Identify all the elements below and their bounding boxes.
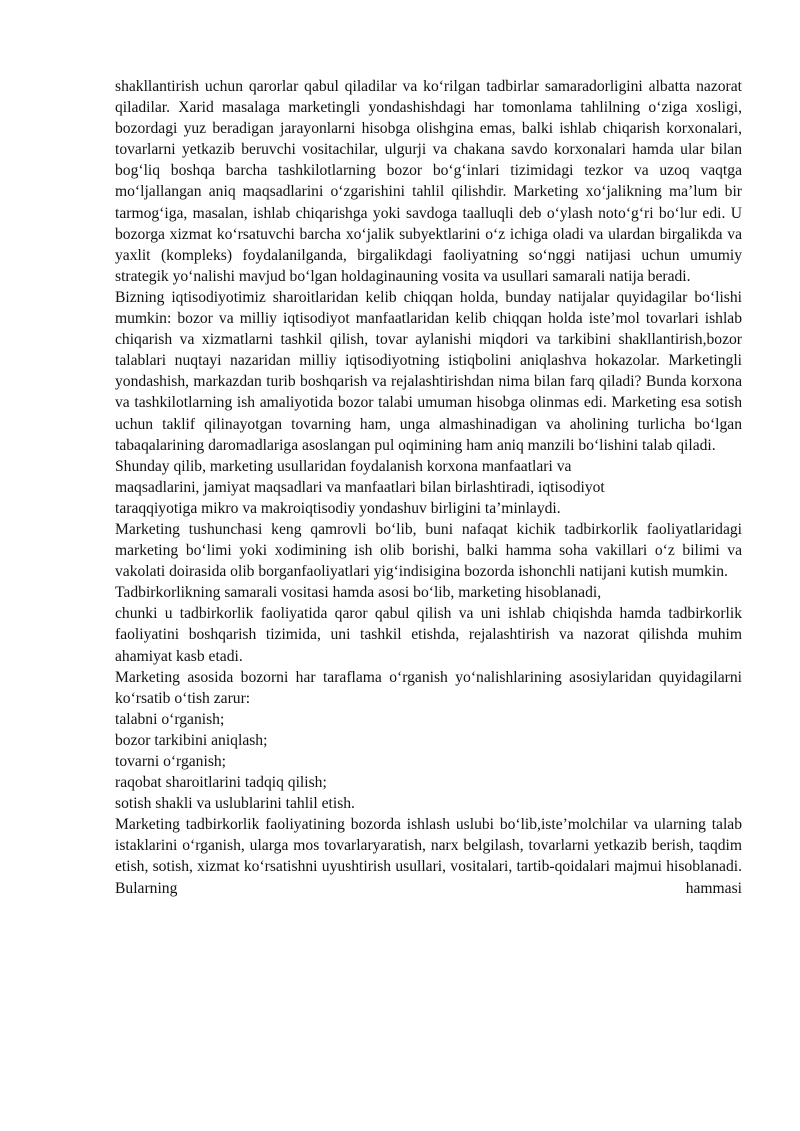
paragraph-3-line-3: taraqqiyotiga mikro va makroiqtisodiy yondashuv birligini ta’minlaydi. — [115, 499, 561, 517]
paragraph-3-line-2: maqsadlarini, jamiyat maqsadlari va manfaatlari bilan birlashtiradi, iqtisodiyot — [115, 478, 605, 496]
list-item-product: tovarni o‘rganish; — [115, 753, 227, 770]
document-body — [115, 76, 742, 899]
list-item-sales-forms: sotish shakli va uslublarini tahlil etish. — [115, 795, 355, 813]
list-item-competition: raqobat sharoitlarini tadqiq qilish; — [115, 774, 327, 792]
paragraph-5-line-1: Tadbirkorlikning samarali vositasi hamda asosi bo‘lib, marketing hisoblanadi, — [115, 584, 602, 602]
paragraph-2: Bizning iqtisodiyotimiz sharoitlaridan kelib chiqqan holda, bunday natijalar quyidagilar bo‘lishi mumkin: bozor va milliy iqtisodiyot manfaatlaridan kelib chiqqan holda iste’mol tovarlari ishlab chiqarish va xizmatlarni tashkil qilish, tovar aylanishi miqdori va tarkibini shakllantirish,bozor talablari nuqtayi nazaridan milliy iqtisodiyotning istiqbolini aniqlashva hokazolar. Marketingli yondashish, markazdan turib boshqarish va rejalashtirishdan nima bilan farq qiladi? Bunda korxona va tashkilotlarning ish amaliyotida bozor talabi umuman hisobga olinmas edi. Marketing esa sotish uchun taklif qilinayotgan tovarning ham, unga almashinadigan va aholining turlicha bo‘lgan tabaqalarining daromadlariga asoslangan pul oqimining ham aniq manzili bo‘lishini talab qiladi. — [115, 288, 742, 454]
paragraph-6: Marketing asosida bozorni har taraflama o‘rganish yo‘nalishlarining asosiylaridan quyidagilarni ko‘rsatib o‘tish zarur: — [115, 668, 742, 707]
paragraph-7: Marketing tadbirkorlik faoliyatining bozorda ishlash uslubi bo‘lib,iste’molchilar va ularning talab istaklarini o‘rganish, ularga mos tovarlaryaratish, narx belgilash, tovarlarni yetkazib berish, taqdim etish, sotish, xizmat ko‘rsatishni uyushtirish usullari, vositalari, tartib-qoidalari majmui hisoblanadi. Bularning hammasi — [115, 816, 742, 897]
list-item-market-structure: bozor tarkibini aniqlash; — [115, 731, 268, 749]
paragraph-1: shakllantirish uchun qarorlar qabul qiladilar va ko‘rilgan tadbirlar samaradorligini albatta nazorat qiladilar. Xarid masalaga marketingli yondashishdagi har tomonlama tahlilning o‘ziga xosligi, bozordagi yuz beradigan jarayonlarni hisobga olishgina emas, balki ishlab chiqarish korxonalari, tovarlarni yetkazib beruvchi vositachilar, ulgurji va chakana savdo korxonalari hamda ular bilan bog‘liq boshqa barcha tashkilotlarning bozor bo‘g‘inlari tizimidagi tezkor va uzoq vaqtga mo‘ljallangan aniq maqsadlarini o‘zgarishini tahlil qilishdir. Marketing xo‘jalikning ma’lum bir tarmog‘iga, masalan, ishlab chiqarishga yoki savdoga taalluqli deb o‘ylash noto‘g‘ri bo‘lur edi. U bozorga xizmat ko‘rsatuvchi barcha xo‘jalik subyektlarini o‘z ichiga oladi va ulardan birgalikda va yaxlit (kompleks) foydalanilganda, birgalikdagi faoliyatning so‘nggi natijasi uchun umumiy strategik yo‘nalishi mavjud bo‘lgan holdaginauning vosita va usullari samarali natija beradi. — [115, 78, 742, 285]
paragraph-3-line-1: Shunday qilib, marketing usullaridan foydalanish korxona manfaatlari va — [115, 457, 572, 475]
paragraph-4: Marketing tushunchasi keng qamrovli bo‘lib, buni nafaqat kichik tadbirkorlik faoliyatlaridagi marketing bo‘limi yoki xodimining ish olib borishi, balki hamma soha vakillari o‘z bilimi va vakolati doirasida olib borganfaoliyatlari yig‘indisigina bozorda ishonchli natijani kutish mumkin. — [115, 520, 742, 581]
list-item-demand: talabni o‘rganish; — [115, 710, 225, 728]
paragraph-5-rest: chunki u tadbirkorlik faoliyatida qaror qabul qilish va uni ishlab chiqishda hamda tadbirkorlik faoliyatini boshqarish tizimida, uni tashkil etishda, rejalashtirish va nazorat qilishda muhim ahamiyat kasb etadi. — [115, 605, 742, 665]
